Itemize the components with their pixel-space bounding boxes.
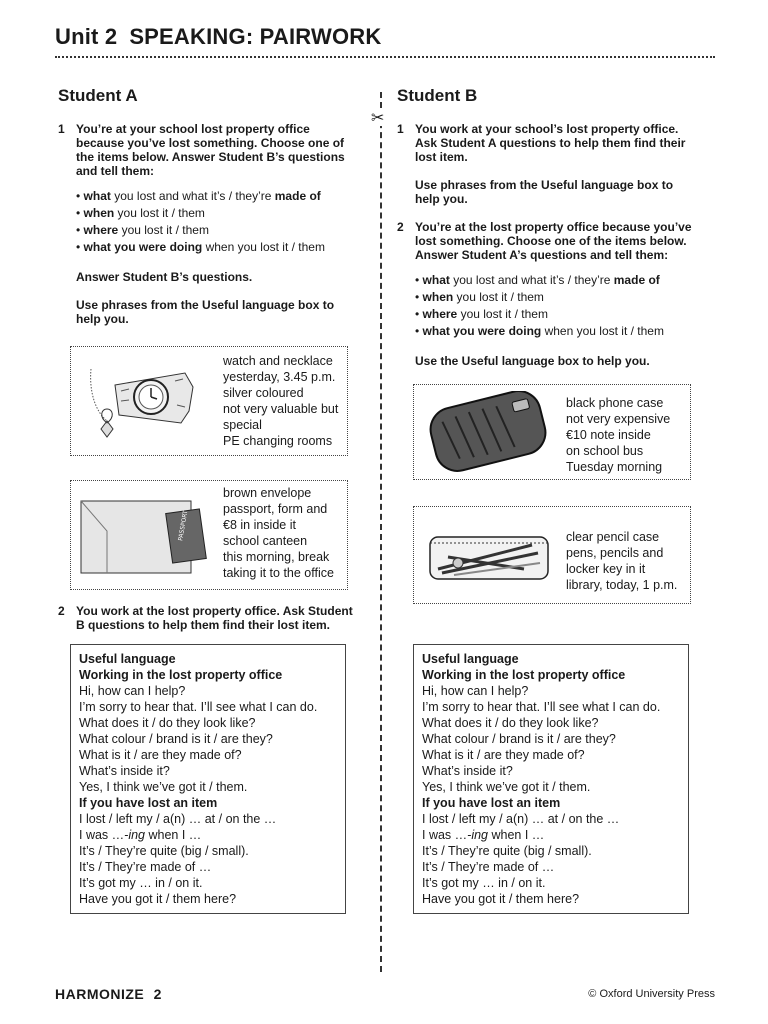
list-item: • what you were doing when you lost it / them — [76, 239, 358, 256]
unit-label: Unit 2 — [55, 24, 118, 49]
task-number: 1 — [397, 122, 404, 136]
phrase: I’m sorry to hear that. I’ll see what I can do. — [79, 700, 318, 714]
phrase: What’s inside it? — [422, 764, 513, 778]
useful-language-box — [70, 644, 346, 914]
phrase: It’s / They’re quite (big / small). — [79, 844, 249, 858]
office-heading: Working in the lost property office — [422, 668, 626, 682]
list-item: • where you lost it / them — [415, 306, 697, 323]
page-title — [55, 24, 715, 50]
student-a-bullet-list — [58, 188, 358, 256]
list-item: • what you were doing when you lost it / them — [415, 323, 697, 340]
phrase: It’s / They’re made of … — [422, 860, 555, 874]
student-a-task-2 — [58, 604, 358, 632]
list-item: • when you lost it / them — [415, 289, 697, 306]
office-heading: Working in the lost property office — [79, 668, 283, 682]
item-details: black phone case not very expensive €10 note inside on school bus Tuesday morning — [566, 396, 671, 474]
task-text: You work at your school’s lost property office. Ask Student A questions to help them find their lost item. — [415, 122, 686, 164]
phrase: I lost / left my / a(n) … at / on the … — [79, 812, 277, 826]
phrase: What colour / brand is it / are they? — [79, 732, 273, 746]
phrase: I was …-ing when I … — [422, 828, 545, 842]
student-b-heading: Student B — [397, 86, 478, 105]
lost-heading: If you have lost an item — [79, 796, 218, 810]
item-card-pencil-case — [413, 506, 691, 604]
list-item: • when you lost it / them — [76, 205, 358, 222]
useful-language-heading: Useful language — [79, 652, 176, 666]
phrase: I lost / left my / a(n) … at / on the … — [422, 812, 620, 826]
item-details: brown envelope passport, form and €8 in inside it school canteen this morning, break taking it to the office — [223, 486, 334, 580]
page-number: 2 — [153, 986, 162, 1002]
item-card-phone-case — [413, 384, 691, 480]
list-item: • where you lost it / them — [76, 222, 358, 239]
phrase: Hi, how can I help? — [79, 684, 186, 698]
use-box-instruction: Use the Useful language box to help you. — [415, 354, 650, 368]
cut-line — [380, 92, 382, 972]
student-a-heading: Student A — [58, 86, 138, 105]
phrase: I’m sorry to hear that. I’ll see what I can do. — [422, 700, 661, 714]
passport-label: PASSPORT — [177, 509, 190, 542]
item-details: clear pencil case pens, pencils and locker key in it library, today, 1 p.m. — [566, 530, 678, 592]
phrase: Hi, how can I help? — [422, 684, 529, 698]
use-phrases-instruction: Use phrases from the Useful language box to help you. — [415, 178, 674, 206]
task-number: 2 — [58, 604, 65, 618]
task-text: You work at the lost property office. Ask Student B questions to help them find their lost item. — [76, 604, 353, 632]
phrase: I was …-ing when I … — [79, 828, 202, 842]
student-b-bullet-list — [397, 272, 697, 340]
task-number: 1 — [58, 122, 65, 136]
watch-necklace-image — [85, 361, 205, 441]
lost-heading: If you have lost an item — [422, 796, 561, 810]
phrases-instruction: Use phrases from the Useful language box to help you. — [76, 298, 335, 326]
list-item: • what you lost and what it’s / they’re made of — [76, 188, 358, 205]
page-footer — [55, 986, 715, 1002]
section-title: SPEAKING: PAIRWORK — [129, 24, 382, 49]
item-details: watch and necklace yesterday, 3.45 p.m. silver coloured not very valuable but special PE changing rooms — [223, 354, 339, 448]
page-header — [55, 24, 715, 58]
task-text: You’re at your school lost property office because you’ve lost something. Choose one of the items below. Answer Student B’s questions and tell them: — [76, 122, 345, 178]
envelope-passport-image — [77, 491, 207, 581]
brand-name: HARMONIZE — [55, 986, 145, 1002]
phrase: What colour / brand is it / are they? — [422, 732, 616, 746]
phrase: What does it / do they look like? — [79, 716, 256, 730]
item-card-watch — [70, 346, 348, 456]
phrase: Yes, I think we’ve got it / them. — [79, 780, 248, 794]
item-card-envelope — [70, 480, 348, 590]
copyright: © Oxford University Press — [588, 988, 715, 1000]
student-b-column — [397, 86, 697, 914]
phrase: What is it / are they made of? — [79, 748, 242, 762]
student-b-task-2 — [397, 220, 697, 262]
phrase: It’s got my … in / on it. — [422, 876, 546, 890]
student-a-task-1 — [58, 122, 358, 178]
list-item: • what you lost and what it’s / they’re made of — [415, 272, 697, 289]
useful-language-heading: Useful language — [422, 652, 519, 666]
phrase: Have you got it / them here? — [422, 892, 580, 906]
task-text: You’re at the lost property office because you’ve lost something. Choose one of the items below. Answer Student A’s questions and tell them: — [415, 220, 692, 262]
phrase: What does it / do they look like? — [422, 716, 599, 730]
student-b-task-1 — [397, 122, 697, 164]
phrase: It’s got my … in / on it. — [79, 876, 203, 890]
useful-language-box — [413, 644, 689, 914]
phrase: It’s / They’re made of … — [79, 860, 212, 874]
phrase: Have you got it / them here? — [79, 892, 237, 906]
pencil-case-image — [424, 523, 554, 593]
phone-case-image — [422, 391, 552, 473]
scissors-icon: ✂ — [371, 108, 385, 127]
phrase: Yes, I think we’ve got it / them. — [422, 780, 591, 794]
answer-instruction: Answer Student B’s questions. — [76, 270, 253, 284]
student-a-column — [58, 86, 358, 914]
phrase: What is it / are they made of? — [422, 748, 585, 762]
phrase: It’s / They’re quite (big / small). — [422, 844, 592, 858]
phrase: What’s inside it? — [79, 764, 170, 778]
task-number: 2 — [397, 220, 404, 234]
